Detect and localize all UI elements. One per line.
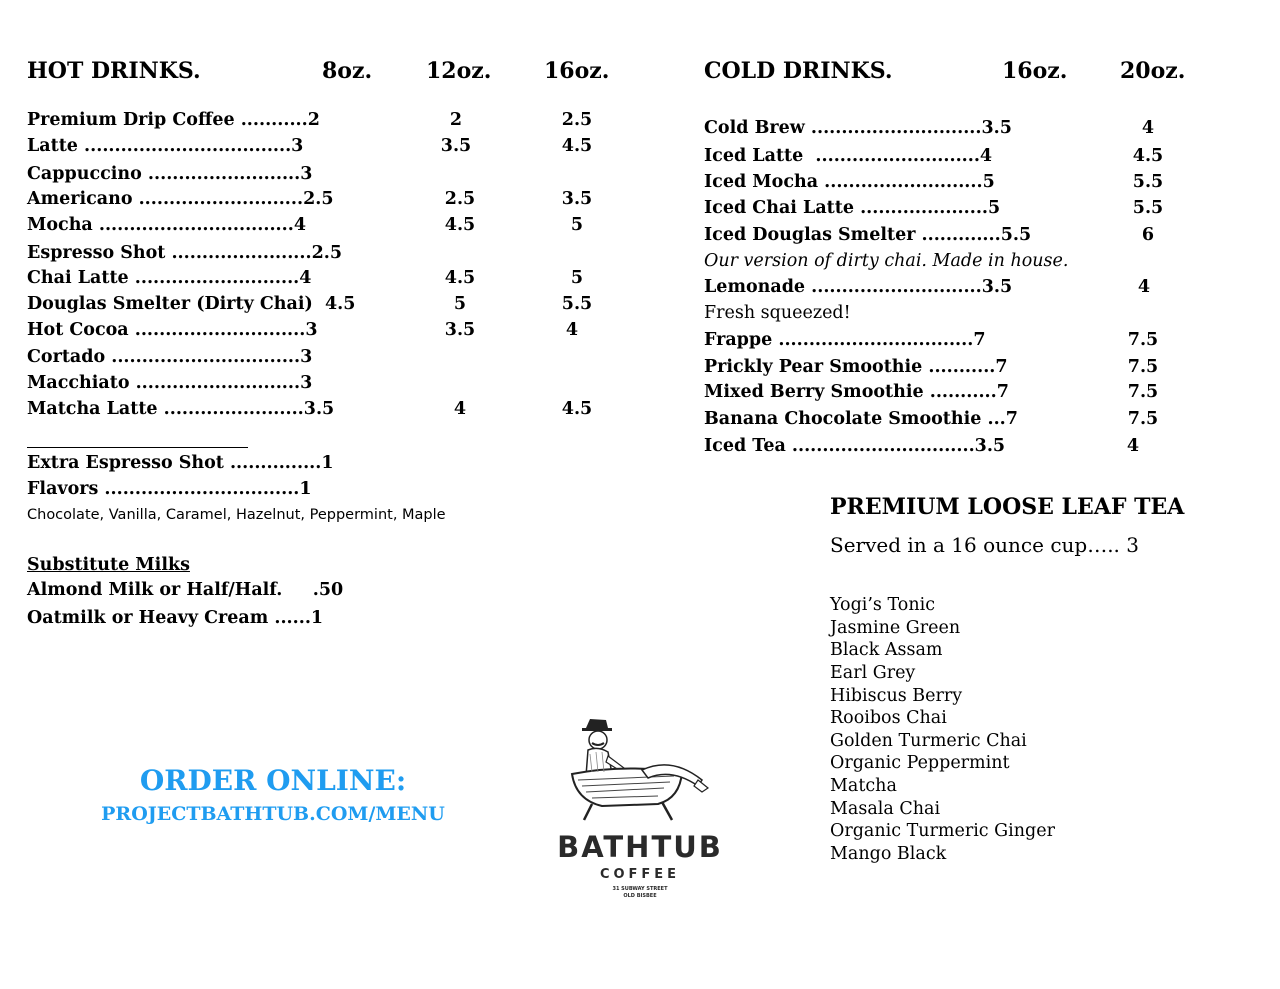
cold-item: Frappe ................................7	[704, 330, 986, 350]
cold-size-20oz: 20oz.	[1120, 58, 1186, 84]
cold-item: Iced Latte ...........................4	[704, 146, 993, 166]
cold-item: Banana Chocolate Smoothie ...7	[704, 409, 1018, 429]
cold-item: Prickly Pear Smoothie ...........7	[704, 357, 1008, 377]
cold-price-20oz: 5.5	[1132, 198, 1164, 218]
milk-item: Almond Milk or Half/Half. .50	[27, 580, 344, 600]
order-online-title: ORDER ONLINE:	[139, 764, 407, 797]
cold-price-20oz: 7.5	[1127, 357, 1159, 377]
tea-item: Hibiscus Berry	[830, 686, 963, 706]
cold-item: Iced Chai Latte .....................5	[704, 198, 1001, 218]
cold-size-16oz: 16oz.	[1002, 58, 1068, 84]
tea-item: Golden Turmeric Chai	[830, 731, 1027, 751]
bathtub-man-illustration-icon	[562, 716, 712, 828]
hot-item: Mocha ................................4	[27, 215, 306, 235]
cold-item: Lemonade ............................3.5	[704, 277, 1013, 297]
hot-price-12oz: 5	[453, 294, 467, 314]
tea-item: Matcha	[830, 776, 897, 796]
logo-address-line2: OLD BISBEE	[623, 893, 657, 899]
hot-size-16oz: 16oz.	[544, 58, 610, 84]
tea-item: Mango Black	[830, 844, 947, 864]
tea-item: Earl Grey	[830, 663, 916, 683]
hot-price-16oz: 4.5	[561, 399, 593, 419]
hot-price-16oz: 5	[570, 215, 584, 235]
hot-price-12oz: 2.5	[444, 189, 476, 209]
hot-item: Douglas Smelter (Dirty Chai) 4.5	[27, 294, 356, 314]
milk-item: Oatmilk or Heavy Cream ......1	[27, 608, 324, 628]
cold-price-20oz: 7.5	[1127, 330, 1159, 350]
hot-item: Matcha Latte .......................3.5	[27, 399, 335, 419]
hot-price-12oz: 4.5	[444, 215, 476, 235]
cold-price-20oz: 5.5	[1132, 172, 1164, 192]
hot-item: Latte ..................................3	[27, 136, 304, 156]
hot-size-8oz: 8oz.	[322, 58, 373, 84]
hot-item: Cappuccino .........................3	[27, 164, 313, 184]
cold-price-20oz: 4.5	[1132, 146, 1164, 166]
hot-price-16oz: 4.5	[561, 136, 593, 156]
section-divider	[27, 447, 248, 448]
hot-price-16oz: 5.5	[561, 294, 593, 314]
substitute-milks-heading: Substitute Milks	[27, 555, 190, 575]
hot-item: Premium Drip Coffee ...........2	[27, 110, 320, 130]
hot-item: Hot Cocoa ............................3	[27, 320, 318, 340]
tea-heading: PREMIUM LOOSE LEAF TEA	[830, 494, 1185, 520]
douglas-note: Our version of dirty chai. Made in house.	[704, 251, 1069, 271]
tea-subheading: Served in a 16 ounce cup….. 3	[830, 533, 1139, 557]
cold-item: Iced Tea ..............................3.5	[704, 436, 1006, 456]
hot-price-12oz: 4.5	[444, 268, 476, 288]
tea-item: Rooibos Chai	[830, 708, 947, 728]
hot-item: Espresso Shot .......................2.5	[27, 243, 343, 263]
hot-item: Americano ...........................2.5	[27, 189, 334, 209]
cold-item: Iced Douglas Smelter .............5.5	[704, 225, 1032, 245]
tea-item: Jasmine Green	[830, 618, 961, 638]
logo-sub: COFFEE	[599, 867, 681, 882]
hot-price-12oz: 3.5	[444, 320, 476, 340]
extra-shot-item: Extra Espresso Shot ...............1	[27, 453, 334, 473]
hot-drinks-heading: HOT DRINKS.	[27, 58, 201, 84]
hot-price-12oz: 2	[449, 110, 463, 130]
cold-price-20oz: 6	[1141, 225, 1155, 245]
logo-address-line1: 31 SUBWAY STREET	[612, 886, 668, 892]
cold-item: Mixed Berry Smoothie ...........7	[704, 382, 1009, 402]
hot-price-12oz: 4	[453, 399, 467, 419]
hot-item: Macchiato ...........................3	[27, 373, 313, 393]
cold-price-20oz: 4	[1126, 436, 1140, 456]
order-online-link[interactable]: PROJECTBATHTUB.COM/MENU	[101, 803, 445, 825]
hot-price-12oz: 3.5	[440, 136, 472, 156]
hot-size-12oz: 12oz.	[426, 58, 492, 84]
logo-brand: BATHTUB	[557, 830, 723, 864]
tea-item: Yogi’s Tonic	[830, 595, 935, 615]
hot-price-16oz: 3.5	[561, 189, 593, 209]
cold-price-20oz: 4	[1137, 277, 1151, 297]
cold-price-20oz: 4	[1141, 118, 1155, 138]
hot-price-16oz: 5	[570, 268, 584, 288]
tea-item: Black Assam	[830, 640, 943, 660]
cold-item: Cold Brew ............................3.5	[704, 118, 1012, 138]
tea-item: Masala Chai	[830, 799, 941, 819]
hot-item: Cortado ...............................3	[27, 347, 313, 367]
hot-price-16oz: 4	[565, 320, 579, 340]
flavors-item: Flavors ................................1	[27, 479, 312, 499]
cold-item: Iced Mocha ..........................5	[704, 172, 995, 192]
tea-item: Organic Peppermint	[830, 753, 1010, 773]
hot-item: Chai Latte ...........................4	[27, 268, 312, 288]
cold-drinks-heading: COLD DRINKS.	[704, 58, 893, 84]
lemonade-note: Fresh squeezed!	[704, 303, 851, 323]
cold-price-20oz: 7.5	[1127, 382, 1159, 402]
hot-price-16oz: 2.5	[561, 110, 593, 130]
flavor-list: Chocolate, Vanilla, Caramel, Hazelnut, Peppermint, Maple	[27, 507, 446, 523]
cold-price-20oz: 7.5	[1127, 409, 1159, 429]
tea-item: Organic Turmeric Ginger	[830, 821, 1055, 841]
